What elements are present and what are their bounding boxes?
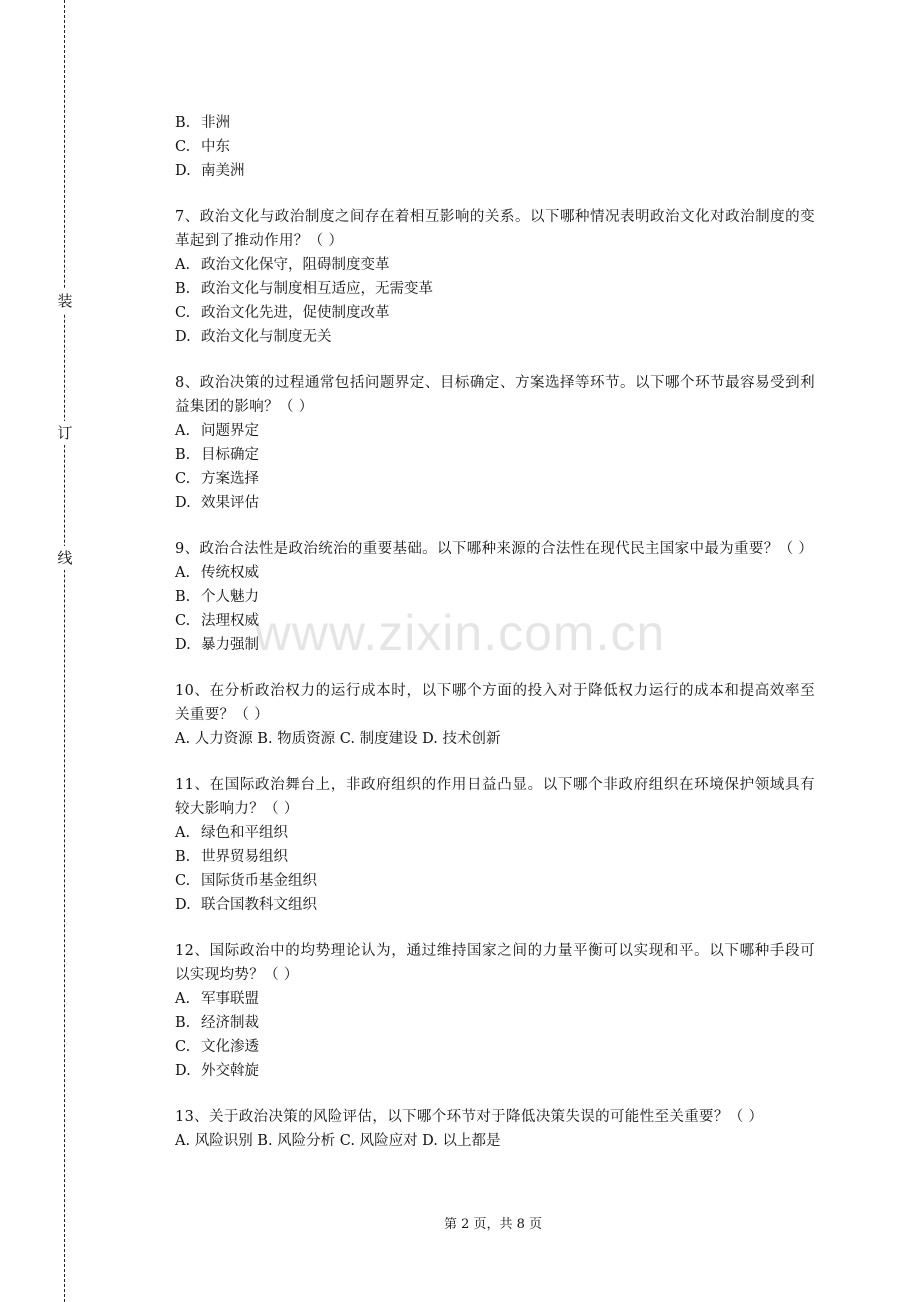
- option-letter: B.: [175, 447, 191, 463]
- option-letter: B.: [175, 849, 191, 865]
- option-text: 个人魅力: [201, 589, 259, 605]
- question-13: [175, 1105, 815, 1153]
- question-8: [175, 371, 815, 515]
- option-row: [175, 561, 815, 585]
- question-text: 8、政治决策的过程通常包括问题界定、目标确定、方案选择等环节。以下哪个环节最容易受到利益集团的影响？（ ）: [175, 375, 815, 415]
- option-letter: A.: [175, 423, 191, 439]
- option-row: [175, 301, 815, 325]
- option-row: [175, 491, 815, 515]
- option-text: 世界贸易组织: [201, 849, 288, 865]
- option-row: [175, 987, 815, 1011]
- option-text: 暴力强制: [201, 637, 259, 653]
- question-11: [175, 773, 815, 917]
- option-text: 联合国教科文组织: [201, 897, 317, 913]
- watermark: www.zixin.com.cn: [254, 605, 666, 661]
- option-text: 军事联盟: [201, 991, 259, 1007]
- option-row: [175, 1059, 815, 1083]
- option-text: 政治文化先进，促使制度改革: [201, 305, 390, 321]
- option-text: 政治文化保守，阻碍制度变革: [201, 257, 390, 273]
- option-row: [175, 159, 815, 183]
- option-letter: A.: [175, 991, 191, 1007]
- option-row: [175, 443, 815, 467]
- inline-options: A. 人力资源 B. 物质资源 C. 制度建设 D. 技术创新: [175, 731, 501, 747]
- option-text: 非洲: [201, 115, 230, 131]
- option-text: 问题界定: [201, 423, 259, 439]
- option-letter: D.: [175, 897, 191, 913]
- question-text: 13、关于政治决策的风险评估，以下哪个环节对于降低决策失误的可能性至关重要？（ ）: [175, 1109, 764, 1125]
- option-text: 文化渗透: [201, 1039, 259, 1055]
- question-text: 12、国际政治中的均势理论认为，通过维持国家之间的力量平衡可以实现和平。以下哪种手段可以实现均势？（ ）: [175, 943, 815, 983]
- option-letter: B.: [175, 1015, 191, 1031]
- option-row: [175, 277, 815, 301]
- option-row: [175, 893, 815, 917]
- option-letter: D.: [175, 495, 191, 511]
- inline-options: A. 风险识别 B. 风险分析 C. 风险应对 D. 以上都是: [175, 1133, 501, 1149]
- previous-question-options: [175, 111, 815, 183]
- option-letter: D.: [175, 329, 191, 345]
- option-letter: C.: [175, 613, 191, 629]
- option-letter: C.: [175, 1039, 191, 1055]
- option-text: 南美洲: [201, 163, 245, 179]
- option-text: 外交斡旋: [201, 1063, 259, 1079]
- option-text: 政治文化与制度相互适应，无需变革: [201, 281, 433, 297]
- option-text: 中东: [201, 139, 230, 155]
- option-text: 国际货币基金组织: [201, 873, 317, 889]
- option-row: [175, 325, 815, 349]
- option-text: 法理权威: [201, 613, 259, 629]
- question-9: [175, 537, 815, 657]
- option-row: [175, 111, 815, 135]
- option-text: 政治文化与制度无关: [201, 329, 332, 345]
- option-row: [175, 869, 815, 893]
- option-text: 方案选择: [201, 471, 259, 487]
- page-footer: 第 2 页，共 8 页: [443, 1217, 543, 1232]
- option-letter: D.: [175, 1063, 191, 1079]
- question-10: [175, 679, 815, 751]
- question-text: 9、政治合法性是政治统治的重要基础。以下哪种来源的合法性在现代民主国家中最为重要？（ ）: [175, 541, 814, 557]
- option-letter: C.: [175, 873, 191, 889]
- option-row: [175, 253, 815, 277]
- option-row: [175, 609, 815, 633]
- option-letter: A.: [175, 825, 191, 841]
- binding-dashed-line: [64, 0, 65, 1302]
- question-list: [175, 111, 815, 1153]
- option-row: [175, 585, 815, 609]
- option-text: 经济制裁: [201, 1015, 259, 1031]
- option-row: [175, 467, 815, 491]
- question-7: [175, 205, 815, 349]
- question-text: 7、政治文化与政治制度之间存在着相互影响的关系。以下哪种情况表明政治文化对政治制度的变革起到了推动作用？（ ）: [175, 209, 815, 249]
- option-letter: B.: [175, 115, 191, 131]
- option-row: [175, 845, 815, 869]
- option-letter: C.: [175, 471, 191, 487]
- option-letter: B.: [175, 589, 191, 605]
- option-row: [175, 419, 815, 443]
- option-letter: A.: [175, 257, 191, 273]
- option-text: 绿色和平组织: [201, 825, 288, 841]
- binding-char-xian: 线: [54, 546, 76, 570]
- question-text: 10、在分析政治权力的运行成本时，以下哪个方面的投入对于降低权力运行的成本和提高效率至关重要？（ ）: [175, 683, 815, 723]
- option-row: [175, 1011, 815, 1035]
- question-12: [175, 939, 815, 1083]
- binding-char-ding: 订: [54, 421, 76, 445]
- option-letter: C.: [175, 305, 191, 321]
- option-letter: C.: [175, 139, 191, 155]
- option-row: [175, 633, 815, 657]
- option-text: 目标确定: [201, 447, 259, 463]
- option-letter: B.: [175, 281, 191, 297]
- option-letter: A.: [175, 565, 191, 581]
- binding-char-zhuang: 装: [54, 289, 76, 313]
- option-row: [175, 135, 815, 159]
- option-text: 效果评估: [201, 495, 259, 511]
- option-letter: D.: [175, 163, 191, 179]
- option-row: [175, 1035, 815, 1059]
- question-text: 11、在国际政治舞台上，非政府组织的作用日益凸显。以下哪个非政府组织在环境保护领域具有较大影响力？（ ）: [175, 777, 815, 817]
- option-text: 传统权威: [201, 565, 259, 581]
- option-row: [175, 821, 815, 845]
- option-letter: D.: [175, 637, 191, 653]
